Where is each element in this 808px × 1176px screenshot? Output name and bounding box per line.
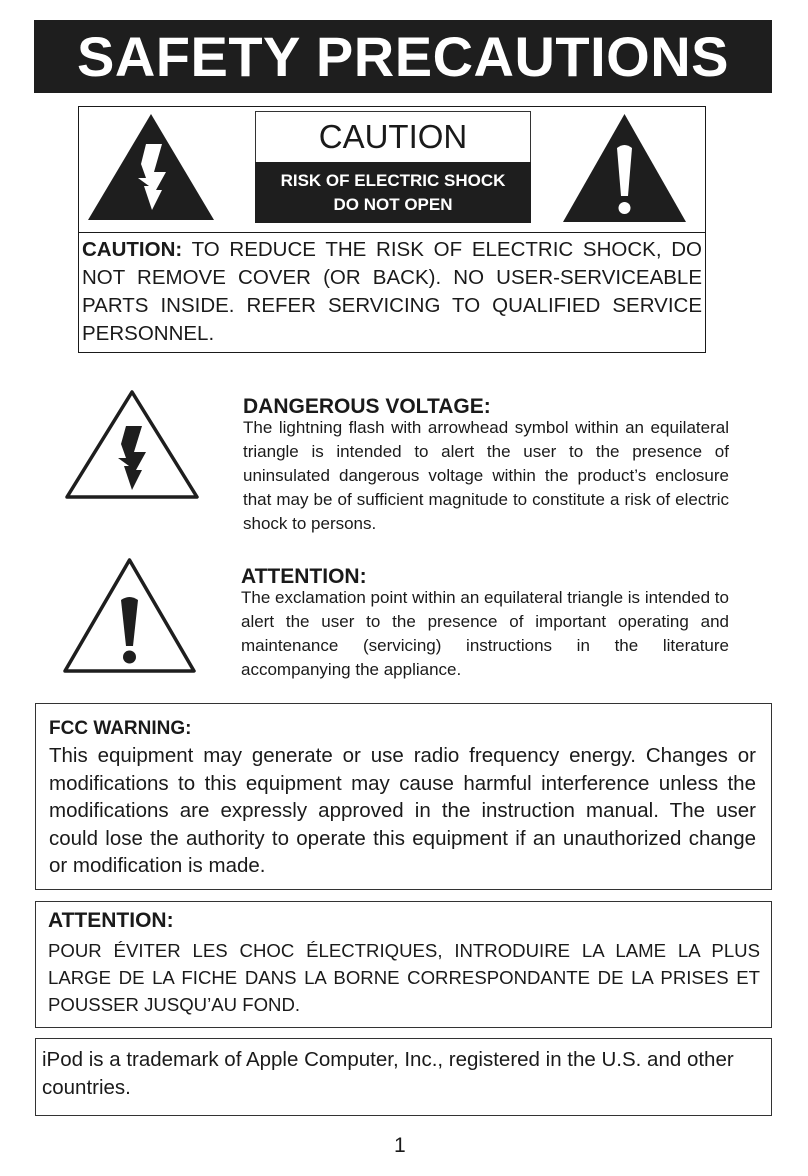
dangerous-voltage-heading: DANGEROUS VOLTAGE: bbox=[243, 395, 491, 418]
trademark-text: iPod is a trademark of Apple Computer, Inc., registered in the U.S. and other countries. bbox=[42, 1048, 734, 1099]
caution-divider bbox=[79, 232, 705, 233]
caution-label bbox=[255, 111, 531, 222]
lightning-warning-icon bbox=[64, 388, 200, 500]
caution-label-line2: DO NOT OPEN bbox=[333, 194, 453, 214]
page-title: SAFETY PRECAUTIONS bbox=[76, 24, 730, 88]
fcc-warning-body: This equipment may generate or use radio frequency energy. Changes or modifications to this equipment may cause harmful interference unless the modifications are expressly approved in the instruction manual. The user could lose the authority to operate this equipment if an unauthorized change or modification is made. bbox=[49, 744, 756, 877]
caution-text-bold: CAUTION: bbox=[82, 238, 183, 261]
attention-heading: ATTENTION: bbox=[241, 565, 367, 588]
page-title-bar bbox=[34, 20, 772, 93]
caution-label-top: CAUTION bbox=[318, 117, 468, 155]
attention-fr-body: POUR ÉVITER LES CHOC ÉLECTRIQUES, INTRODUIRE LA LAME LA PLUS LARGE DE LA FICHE DANS LA BORNE CORRESPONDANTE DE LA PRISES ET POUSSER JUSQU’AU FOND. bbox=[48, 940, 760, 1015]
caution-label-line1: RISK OF ELECTRIC SHOCK bbox=[280, 170, 506, 190]
attention-fr-heading: ATTENTION: bbox=[48, 909, 174, 932]
exclamation-warning-icon bbox=[561, 112, 688, 224]
fcc-warning-heading: FCC WARNING: bbox=[49, 718, 192, 739]
dangerous-voltage-body: The lightning flash with arrowhead symbol within an equilateral triangle is intended to alert the user to the presence of uninsulated dangerous voltage within the product’s enclosure that may be of sufficient magnitude to constitute a risk of electric shock to persons. bbox=[243, 418, 729, 533]
exclamation-warning-icon bbox=[62, 556, 197, 674]
caution-label-bottom bbox=[255, 162, 531, 223]
caution-text bbox=[82, 236, 702, 348]
lightning-warning-icon bbox=[86, 112, 216, 222]
attention-body: The exclamation point within an equilateral triangle is intended to alert the user to the presence of important operating and maintenance (servicing) instructions in the literature accompanying the appliance. bbox=[241, 588, 729, 679]
page-number: 1 bbox=[394, 1134, 406, 1157]
caution-text-body: TO REDUCE THE RISK OF ELECTRIC SHOCK, DO NOT REMOVE COVER (OR BACK). NO USER-SERVICEABLE PARTS INSIDE. REFER SERVICING TO QUALIFIED SERVICE PERSONNEL. bbox=[82, 238, 702, 345]
